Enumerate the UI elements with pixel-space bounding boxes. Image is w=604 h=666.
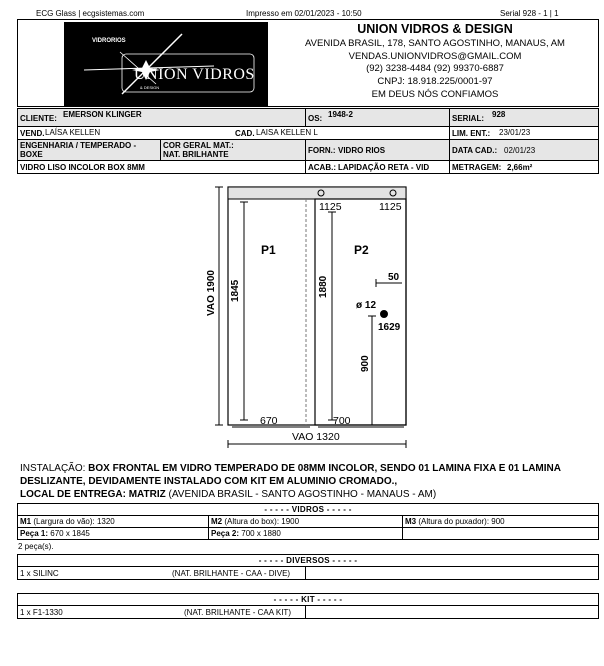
dim-vao-1320: VAO 1320 bbox=[292, 431, 340, 443]
engineering-type: ENGENHARIA / TEMPERADO - BOXE bbox=[20, 141, 137, 159]
date-cad-label: DATA CAD.: bbox=[452, 146, 498, 155]
finish-label: ACAB.: bbox=[308, 163, 336, 172]
delivery-value: MATRIZ bbox=[128, 489, 166, 500]
vendor-label: VEND. bbox=[20, 129, 45, 138]
limit-date: 23/01/23 bbox=[499, 128, 531, 137]
diversos-header: - - - - - DIVERSOS - - - - - bbox=[258, 556, 358, 565]
area-label: METRAGEM: bbox=[452, 163, 502, 172]
company-logo bbox=[64, 22, 268, 106]
color-value: NAT. BRILHANTE bbox=[163, 150, 229, 159]
supplier-name: VIDRO RIOS bbox=[338, 146, 386, 155]
dim-1125-left: 1125 bbox=[319, 201, 342, 213]
company-name: UNION VIDROS & DESIGN bbox=[357, 22, 513, 36]
dim-670: 670 bbox=[260, 415, 278, 427]
kit-item-qty: 1 x F1-1330 bbox=[20, 608, 63, 617]
frame-outline bbox=[228, 187, 406, 425]
os-number: 1948-2 bbox=[328, 110, 353, 119]
print-date: Impresso em 02/01/2023 - 10:50 bbox=[246, 9, 362, 18]
dim-50: 50 bbox=[388, 272, 400, 283]
installation-text-1: BOX FRONTAL EM VIDRO TEMPERADO DE 08MM INCOLOR, SENDO 01 LAMINA FIXA E 01 LAMINA bbox=[88, 463, 561, 474]
installation-block bbox=[20, 463, 600, 475]
delivery-line bbox=[20, 489, 436, 501]
dim-900: 900 bbox=[360, 355, 371, 372]
kit-item-desc: (NAT. BRILHANTE - CAA KIT) bbox=[184, 608, 291, 617]
m2-cell: M2 (Altura do box): 1900 bbox=[211, 517, 300, 526]
piece-count: 2 peça(s). bbox=[18, 542, 54, 551]
os-label: OS: bbox=[308, 114, 323, 123]
installation-text-2: DESLIZANTE, DEVIDAMENTE INSTALADO COM KIT EM ALUMINIO CROMADO., bbox=[20, 476, 398, 487]
dim-1629: 1629 bbox=[378, 322, 401, 333]
company-cnpj: CNPJ: 18.918.225/0001-97 bbox=[377, 76, 493, 87]
piece-2-cell: Peça 2: 700 x 1880 bbox=[211, 529, 281, 538]
top-rail bbox=[228, 187, 406, 199]
serial-page: Serial 928 - 1 | 1 bbox=[500, 9, 559, 18]
client-label: CLIENTE: bbox=[20, 114, 57, 123]
m3-cell: M3 (Altura do puxador): 900 bbox=[405, 517, 505, 526]
supplier-label: FORN.: bbox=[308, 146, 336, 155]
logo-main-text: UNION VIDROS bbox=[134, 66, 255, 83]
vendor-name: LAÍSA KELLEN bbox=[45, 128, 101, 137]
m1-cell: M1 (Largura do vão): 1320 bbox=[20, 517, 115, 526]
logo-small-text: VIDRORIOS bbox=[92, 38, 126, 44]
cad-label: CAD. bbox=[235, 129, 255, 138]
company-phones: (92) 3238-4484 (92) 99370-6887 bbox=[366, 63, 504, 74]
logo-star-icon bbox=[64, 22, 268, 106]
company-motto: EM DEUS NÓS CONFIAMOS bbox=[371, 89, 499, 100]
panel-2-label: P2 bbox=[354, 243, 369, 257]
dim-1125-right: 1125 bbox=[379, 201, 402, 213]
kit-header: - - - - - KIT - - - - - bbox=[273, 595, 343, 604]
serial-label: SERIAL: bbox=[452, 114, 484, 123]
dim-hole-diameter: ø 12 bbox=[356, 300, 377, 311]
dim-1880: 1880 bbox=[318, 275, 329, 298]
company-email: VENDAS.UNIONVIDROS@GMAIL.COM bbox=[348, 51, 522, 62]
color-label: COR GERAL MAT.: bbox=[163, 141, 234, 150]
handle-hole-icon bbox=[380, 310, 388, 318]
area-value: 2,66m² bbox=[507, 163, 533, 172]
serial-number: 928 bbox=[492, 110, 506, 119]
dim-vao-1900: VAO 1900 bbox=[206, 270, 217, 316]
panel-1-label: P1 bbox=[261, 243, 276, 257]
date-cad: 02/01/23 bbox=[504, 146, 536, 155]
delivery-detail: (AVENIDA BRASIL - SANTO AGOSTINHO - MANAUS - AM) bbox=[168, 489, 437, 500]
dim-700: 700 bbox=[333, 415, 351, 427]
sliding-panel bbox=[315, 199, 406, 425]
cad-name: LAISA KELLEN L bbox=[256, 128, 318, 137]
box-drawing bbox=[0, 178, 604, 458]
finish-value: LAPIDAÇÃO RETA - VID bbox=[338, 163, 430, 172]
diversos-item-desc: (NAT. BRILHANTE - CAA - DIVE) bbox=[172, 569, 291, 578]
delivery-label: LOCAL DE ENTREGA: bbox=[20, 489, 126, 500]
glass-type: VIDRO LISO INCOLOR BOX 8MM bbox=[20, 163, 145, 172]
client-name: EMERSON KLINGER bbox=[63, 110, 142, 119]
dim-1845: 1845 bbox=[230, 279, 241, 302]
installation-label: INSTALAÇÃO: bbox=[20, 463, 86, 474]
piece-1-cell: Peça 1: 670 x 1845 bbox=[20, 529, 90, 538]
system-credit: ECG Glass | ecgsistemas.com bbox=[36, 9, 145, 18]
logo-sub-text: & DESIGN bbox=[140, 85, 160, 90]
company-address: AVENIDA BRASIL, 178, SANTO AGOSTINHO, MANAUS, AM bbox=[305, 38, 565, 49]
diversos-item-qty: 1 x SILINC bbox=[20, 569, 59, 578]
limit-label: LIM. ENT.: bbox=[452, 129, 491, 138]
vidros-header: - - - - - VIDROS - - - - - bbox=[264, 505, 352, 514]
